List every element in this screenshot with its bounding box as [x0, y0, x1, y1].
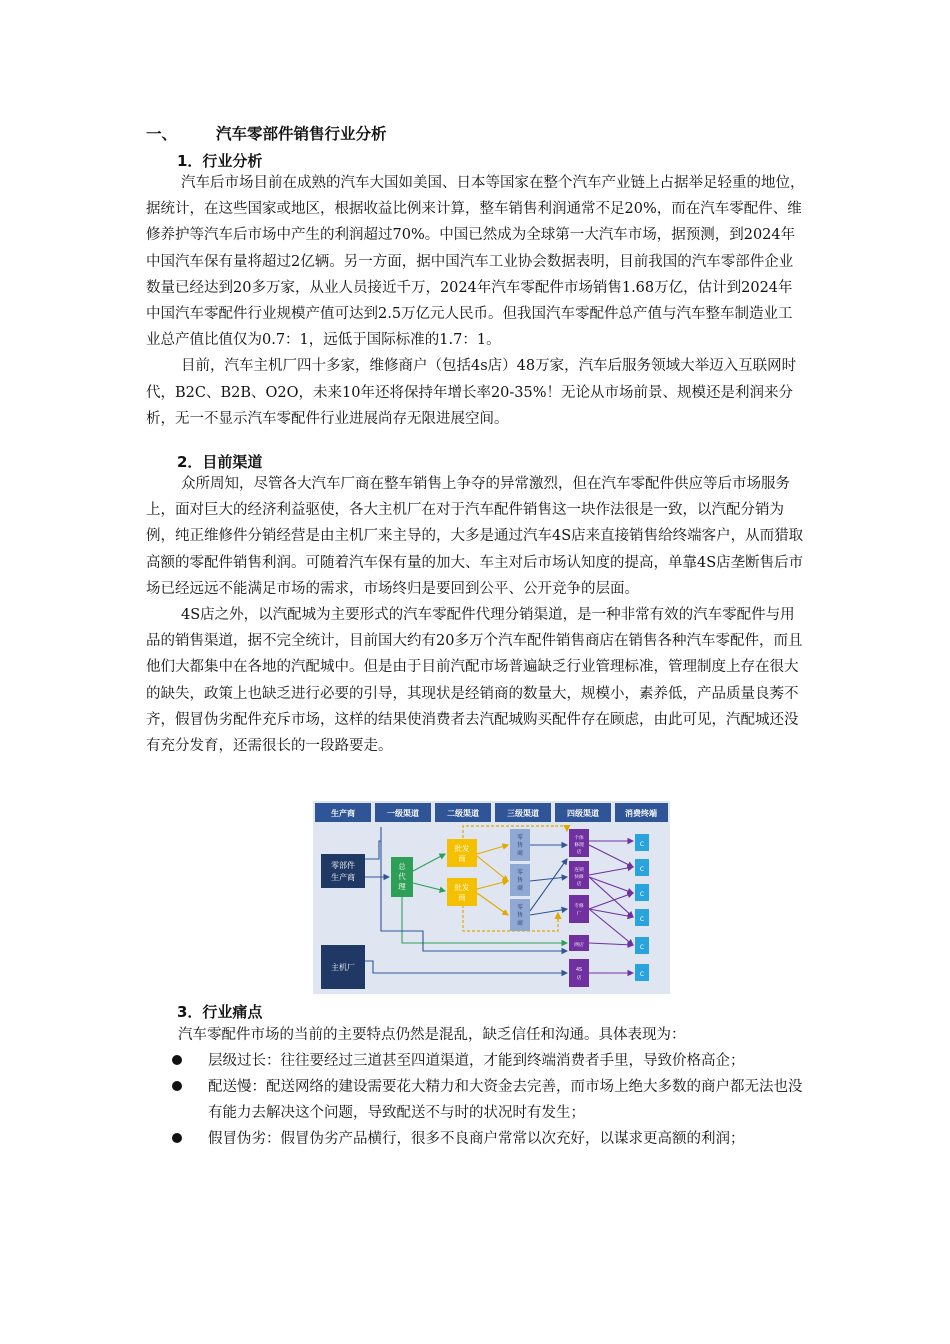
- bullet-icon: [172, 1133, 182, 1143]
- consumer-label: C: [639, 944, 645, 951]
- level4-label: 厂: [576, 912, 582, 917]
- consumer-label: C: [639, 841, 645, 848]
- bullet-icon: [172, 1081, 182, 1091]
- producer-box: [321, 854, 365, 888]
- paragraph: 目前，汽车主机厂四十多家，维修商户（包括4s店）48万家，汽车后服务领域大举迈入互联网时代，B2C、B2B、O2O，未来10年还将保持年增长率20-35%！无论从市场前景、规模还是利润来分析，无一不显示汽车零配件行业进展尚存无限进展空间。: [146, 358, 797, 427]
- subsection-title-2: 2．目前渠道: [177, 453, 263, 471]
- level4-label: 修理: [574, 843, 584, 848]
- header-label: 四级渠道: [567, 809, 599, 818]
- level4-label: 店: [576, 976, 582, 981]
- retailer-label: 零: [516, 834, 524, 841]
- section-title: 汽车零部件销售行业分析: [216, 125, 387, 143]
- level4-label: 专修: [574, 904, 584, 909]
- header-label: 消费终端: [625, 809, 657, 818]
- wholesaler-label: 商: [458, 893, 466, 902]
- agent-label: 理: [398, 882, 406, 891]
- list-item-text: 配送慢：配送网络的建设需要花大精力和大资金去完善，而市场上绝大多数的商户都无法也没有能力去解决这个问题，导致配送不与时的状况时有发生；: [208, 1079, 803, 1121]
- retailer-label: 售: [516, 912, 524, 919]
- header-label: 一级渠道: [387, 809, 419, 818]
- pain-points-list: [172, 1048, 812, 1152]
- retailer-label: 售: [516, 842, 524, 849]
- level4-label: 网店: [574, 943, 584, 948]
- header-label: 生产商: [331, 809, 355, 818]
- oem-label: 主机厂: [331, 963, 355, 972]
- header-label: 二级渠道: [447, 809, 479, 818]
- subsection-title-1: 1．行业分析: [177, 152, 263, 170]
- wholesaler-label: 批发: [454, 883, 470, 892]
- distribution-channel-diagram: [313, 801, 670, 994]
- level4-label: 店: [576, 850, 582, 855]
- level4-label: 连锁: [574, 868, 584, 873]
- paragraph: 众所周知，尽管各大汽车厂商在整车销售上争夺的异常激烈，但在汽车零配件供应等后市场服务上，面对巨大的经济利益驱使，各大主机厂在对于汽车配件销售这一块作法很是一致，以汽配分销为例，纯正维修件分销经营是由主机厂来主导的，大多是通过汽车4S店来直接销售给终端客户，从而猎取高额的零配件销售利润。可随着汽车保有量的加大、车主对后市场认知度的提高，单靠4S店垄断售后市场已经远远不能满足市场的需求，市场终归是要回到公平、公开竞争的层面。: [146, 476, 804, 597]
- list-item: [172, 1126, 812, 1152]
- section-heading: [146, 122, 387, 144]
- level4-label: 店: [576, 882, 582, 887]
- list-item-text: 假冒伪劣：假冒伪劣产品横行，很多不良商户常常以次充好，以谋求更高额的利润；: [208, 1131, 745, 1147]
- paragraph: 汽车后市场目前在成熟的汽车大国如美国、日本等国家在整个汽车产业链上占据举足轻重的地位，据统计，在这些国家或地区，根据收益比例来计算，整车销售利润通常不足20%，而在汽车零配件、维修养护等汽车后市场中产生的利润超过70%。中国已然成为全球第一大汽车市场，据预测，到2024年中国汽车保有量将超过2亿辆。另一方面，据中国汽车工业协会数据表明，目前我国的汽车零部件企业数量已经达到20多万家，从业人员接近千万，2024年汽车零配件市场销售1.68万亿，估计到2024年中国汽车零配件行业规模产值可达到2.5万亿元人民币。但我国汽车零配件总产值与汽车整车制造业工业总产值比值仅为0.7：1，远低于国际标准的1.7：1。: [146, 175, 805, 349]
- consumer-label: C: [639, 891, 645, 898]
- producer-label: 生产商: [331, 873, 355, 882]
- wholesaler-label: 批发: [454, 844, 470, 853]
- retailer-label: 零: [516, 904, 524, 911]
- retailer-label: 商: [516, 920, 524, 927]
- pain-points-intro: 汽车零配件市场的当前的主要特点仍然是混乱，缺乏信任和沟通。具体表现为：: [178, 1027, 686, 1043]
- header-label: 三级渠道: [507, 809, 539, 818]
- industry-analysis-body: [146, 170, 806, 432]
- retailer-label: 售: [516, 877, 524, 884]
- section-number: 一、: [146, 125, 178, 143]
- retailer-label: 商: [516, 885, 524, 892]
- level4-label: 4S: [575, 968, 583, 973]
- agent-label: 总: [398, 862, 406, 871]
- level4-box: [569, 959, 589, 987]
- level4-label: 个体: [574, 836, 584, 841]
- retailer-label: 商: [516, 850, 524, 857]
- list-item-text: 层级过长：往往要经过三道甚至四道渠道，才能到终端消费者手里，导致价格高企；: [208, 1053, 745, 1069]
- list-item: [172, 1048, 812, 1074]
- subsection-title-3: 3．行业痛点: [177, 1003, 263, 1021]
- wholesaler-label: 商: [458, 854, 466, 863]
- level4-label: 快修: [574, 875, 584, 880]
- consumer-label: C: [639, 866, 645, 873]
- agent-label: 代: [398, 872, 406, 881]
- paragraph: 4S店之外，以汽配城为主要形式的汽车零配件代理分销渠道，是一种非常有效的汽车零配件与用品的销售渠道，据不完全统计，目前国大约有20多万个汽车配件销售商店在销售各种汽车零配件，而且他们大都集中在各地的汽配城中。但是由于目前汽配市场普遍缺乏行业管理标准，管理制度上存在很大的缺失，政策上也缺乏进行必要的引导，其现状是经销商的数量大，规模小，素养低，产品质量良莠不齐，假冒伪劣配件充斥市场，这样的结果使消费者去汽配城购买配件存在顾虑，由此可见，汽配城还没有充分发育，还需很长的一段路要走。: [146, 607, 803, 755]
- diagram-background: [313, 801, 670, 994]
- channels-body: [146, 471, 806, 759]
- bullet-icon: [172, 1055, 182, 1065]
- consumer-label: C: [639, 916, 645, 923]
- retailer-label: 零: [516, 869, 524, 876]
- producer-label: 零部件: [331, 861, 355, 870]
- list-item: [172, 1074, 812, 1126]
- level4-box: [569, 895, 589, 923]
- consumer-label: C: [639, 971, 645, 978]
